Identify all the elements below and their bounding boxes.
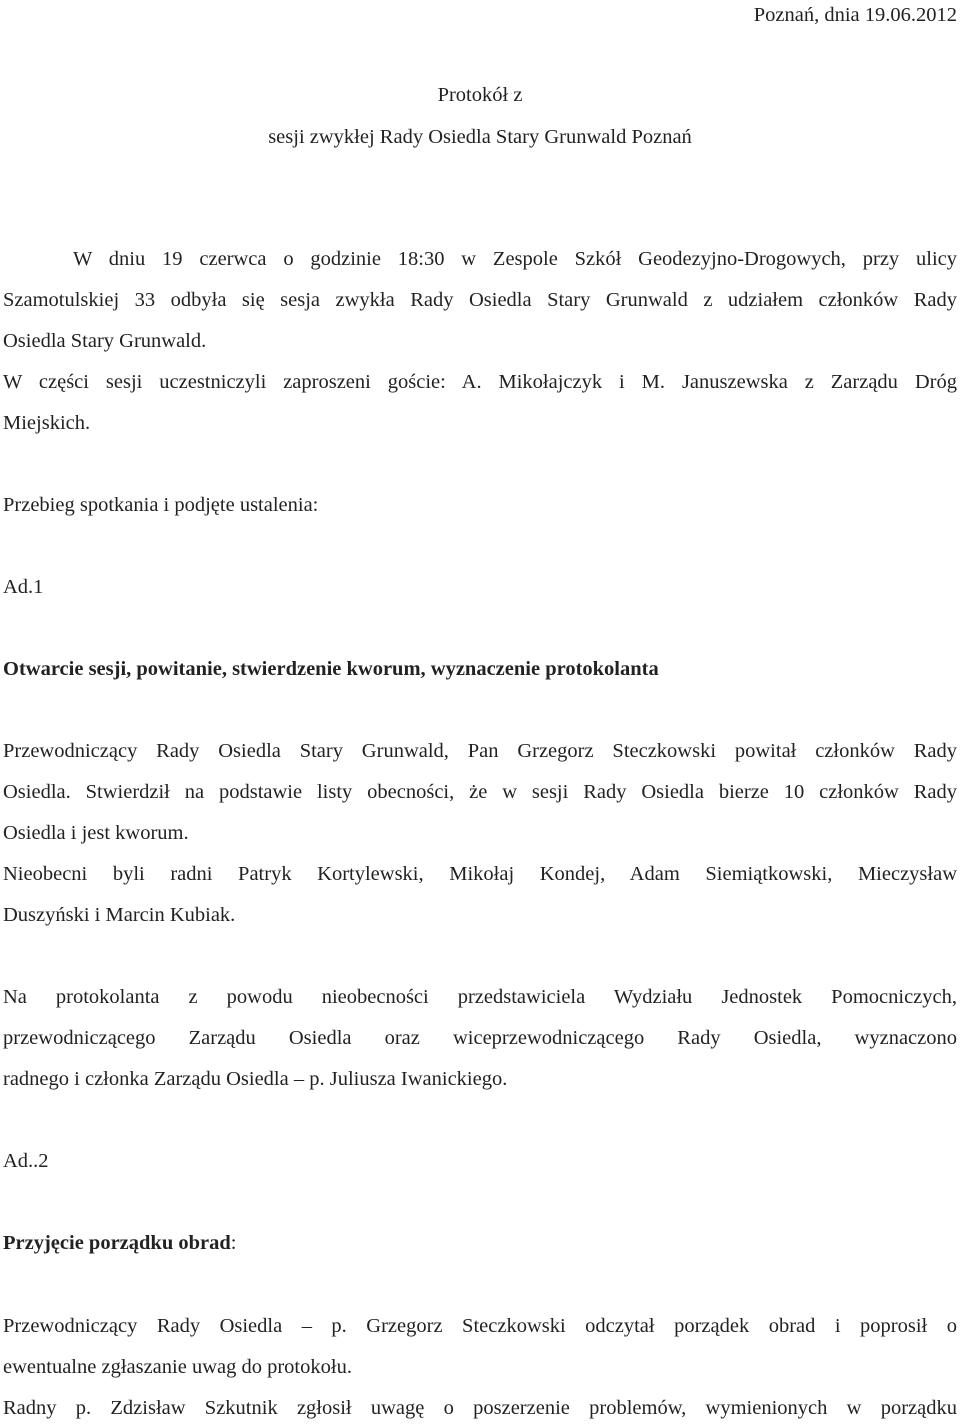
section1-para2-line-1: Nieobecni byli radni Patryk Kortylewski, Mikołaj Kondej, Adam Siemiątkowski, Mieczysław: [3, 863, 957, 885]
intro-line-3: Osiedla Stary Grunwald.: [3, 330, 207, 352]
title-line-2: sesji zwykłej Rady Osiedla Stary Grunwald Poznań: [268, 126, 692, 148]
section1-para3-line-1: Na protokolanta z powodu nieobecności przedstawiciela Wydziału Jednostek Pomocniczych,: [3, 986, 957, 1008]
section2-heading: [3, 1230, 957, 1256]
section1-para1-line-3: Osiedla i jest kworum.: [3, 822, 189, 844]
agenda-intro: Przebieg spotkania i podjęte ustalenia:: [3, 494, 319, 516]
title-line-1: Protokół z: [437, 84, 523, 106]
section2-para1-line-2: ewentualne zgłaszanie uwag do protokołu.: [3, 1356, 352, 1378]
intro-line-2: Szamotulskiej 33 odbyła się sesja zwykła Rady Osiedla Stary Grunwald z udziałem członków Rady: [3, 289, 957, 311]
section2-label: Ad..2: [3, 1150, 49, 1172]
section1-para1-line-1: Przewodniczący Rady Osiedla Stary Grunwald, Pan Grzegorz Steczkowski powitał członków Rady: [3, 740, 957, 762]
section1-para3-line-2: przewodniczącego Zarządu Osiedla oraz wiceprzewodniczącego Rady Osiedla, wyznaczono: [3, 1027, 957, 1049]
guests-line-2: Miejskich.: [3, 412, 91, 434]
intro-line-1: W dniu 19 czerwca o godzinie 18:30 w Zespole Szkół Geodezyjno-Drogowych, przy ulicy: [73, 248, 957, 270]
section2-heading-text: Przyjęcie porządku obrad: [3, 1232, 231, 1254]
section2-para2-line-1: Radny p. Zdzisław Szkutnik zgłosił uwagę o poszerzenie problemów, wymienionych w porządku: [3, 1397, 957, 1419]
guests-line-1: W części sesji uczestniczyli zaproszeni goście: A. Mikołajczyk i M. Januszewska z Zarządu Dróg: [3, 371, 957, 393]
place-date: Poznań, dnia 19.06.2012: [753, 4, 957, 26]
section1-para1-line-2: Osiedla. Stwierdził na podstawie listy obecności, że w sesji Rady Osiedla bierze 10 członków Rady: [3, 781, 957, 803]
section1-para2-line-2: Duszyński i Marcin Kubiak.: [3, 904, 236, 926]
section1-heading: Otwarcie sesji, powitanie, stwierdzenie kworum, wyznaczenie protokolanta: [3, 658, 659, 680]
section1-para3-line-3: radnego i członka Zarządu Osiedla – p. Juliusza Iwanickiego.: [3, 1068, 508, 1090]
section2-heading-colon: :: [230, 1232, 237, 1254]
section2-para1-line-1: Przewodniczący Rady Osiedla – p. Grzegorz Steczkowski odczytał porządek obrad i poprosił o: [3, 1315, 957, 1337]
section1-label: Ad.1: [3, 576, 44, 598]
